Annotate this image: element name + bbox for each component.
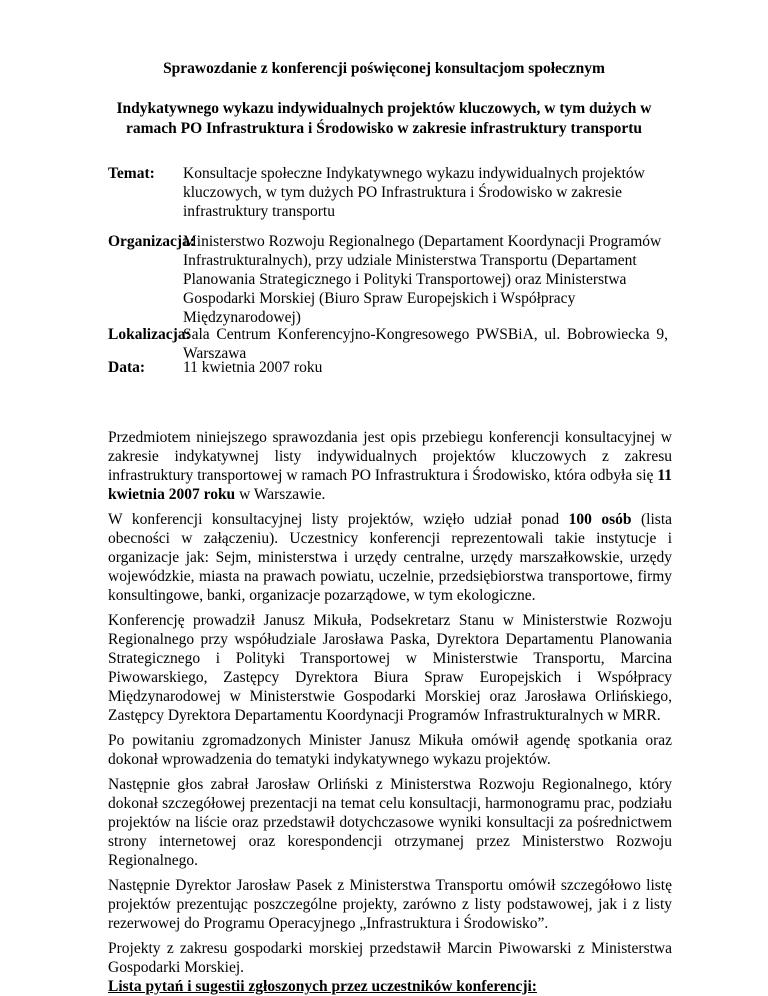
paragraph-purpose: Przedmiotem niniejszego sprawozdania jest opis przebiegu konferencji konsultacyjnej w zakresie indykatywnej listy indywidualnych projektów kluczowych z zakresu infrastruktury transportowej w ramach PO Infrastruktura i Środowisko, która odbyła się 11 kwietnia 2007 roku w Warszawie. bbox=[108, 429, 672, 503]
meta-value-organizacja: Ministerstwo Rozwoju Regionalnego (Departament Koordynacji Programów Infrastrukturalnych), przy udziale Ministerstwa Transportu (Departament Planowania Strategicznego i Polityki Transportowej) oraz Ministerstwa Gospodarki Morskiej (Biuro Spraw Europejskich i Współpracy Międzynarodowej) bbox=[183, 233, 662, 326]
meta-row-data bbox=[108, 358, 668, 377]
questions-heading: Lista pytań i sugestii zgłoszonych przez uczestników konferencji: bbox=[108, 978, 537, 995]
paragraph-welcome: Po powitaniu zgromadzonych Minister Janusz Mikuła omówił agendę spotkania oraz dokonał wprowadzenia do tematyki indykatywnego wykazu projektów. bbox=[108, 732, 672, 768]
meta-label-organizacja: Organizacja: bbox=[108, 233, 195, 250]
meta-row-organizacja bbox=[108, 232, 668, 327]
meta-label-data: Data: bbox=[108, 359, 146, 376]
meta-label-lokalizacja: Lokalizacja: bbox=[108, 326, 191, 343]
report-body bbox=[108, 428, 672, 996]
meta-label-temat: Temat: bbox=[108, 165, 155, 182]
paragraph-chair: Konferencję prowadził Janusz Mikuła, Podsekretarz Stanu w Ministerstwie Rozwoju Regionalnego przy współudziale Jarosława Paska, Dyrektora Departamentu Planowania Strategicznego i Polityki Transportowej w Ministerstwie Transportu, Marcina Piwowarskiego, Zastępcy Dyrektora Biura Spraw Europejskich i Współpracy Międzynarodowej w Ministerstwie Gospodarki Morskiej oraz Jarosława Orlińskiego, Zastępcy Dyrektora Departamentu Koordynacji Programów Infrastrukturalnych w MRR. bbox=[108, 612, 672, 724]
paragraph-pasek: Następnie Dyrektor Jarosław Pasek z Ministerstwa Transportu omówił szczegółowo listę projektów prezentując poszczególne projekty, zarówno z listy podstawowej, jak i z listy rezerwowej do Programu Operacyjnego „Infrastruktura i Środowisko”. bbox=[108, 877, 672, 932]
document-subtitle: Indykatywnego wykazu indywidualnych projektów kluczowych, w tym dużych w ramach PO Infrastruktura i Środowisko w zakresie infrastruktury transportu bbox=[116, 100, 652, 137]
document-title: Sprawozdanie z konferencji poświęconej konsultacjom społecznym bbox=[163, 60, 605, 77]
paragraph-piwowarski: Projekty z zakresu gospodarki morskiej przedstawił Marcin Piwowarski z Ministerstwa Gospodarki Morskiej. bbox=[108, 940, 672, 976]
meta-value-data: 11 kwietnia 2007 roku bbox=[183, 359, 323, 376]
meta-row-temat bbox=[108, 164, 668, 221]
paragraph-participants: W konferencji konsultacyjnej listy projektów, wzięło udział ponad 100 osób (lista obecności w załączeniu). Uczestnicy konferencji reprezentowali takie instytucje i organizacje jak: Sejm, ministerstwa i urzędy centralne, urzędy marszałkowskie, urzędy wojewódzkie, miasta na prawach powiatu, uczelnie, przedsiębiorstwa transportowe, firmy konsultingowe, banki, organizacje pozarządowe, w tym ekologiczne. bbox=[108, 511, 673, 604]
meta-value-lokalizacja: Sala Centrum Konferencyjno-Kongresowego PWSBiA, ul. Bobrowiecka 9, Warszawa bbox=[183, 326, 668, 362]
paragraph-orlinski: Następnie głos zabrał Jarosław Orliński z Ministerstwa Rozwoju Regionalnego, który dokonał szczegółowej prezentacji na temat celu konsultacji, harmonogramu prac, podziału projektów na liście oraz przedstawił dotychczasowe wyniki konsultacji za pośrednictwem strony internetowej oraz korespondencji otrzymanej przez Ministerstwo Rozwoju Regionalnego. bbox=[108, 776, 672, 869]
meta-value-temat: Konsultacje społeczne Indykatywnego wykazu indywidualnych projektów kluczowych, w tym dużych PO Infrastruktura i Środowisko w zakresie infrastruktury transportu bbox=[183, 165, 645, 220]
